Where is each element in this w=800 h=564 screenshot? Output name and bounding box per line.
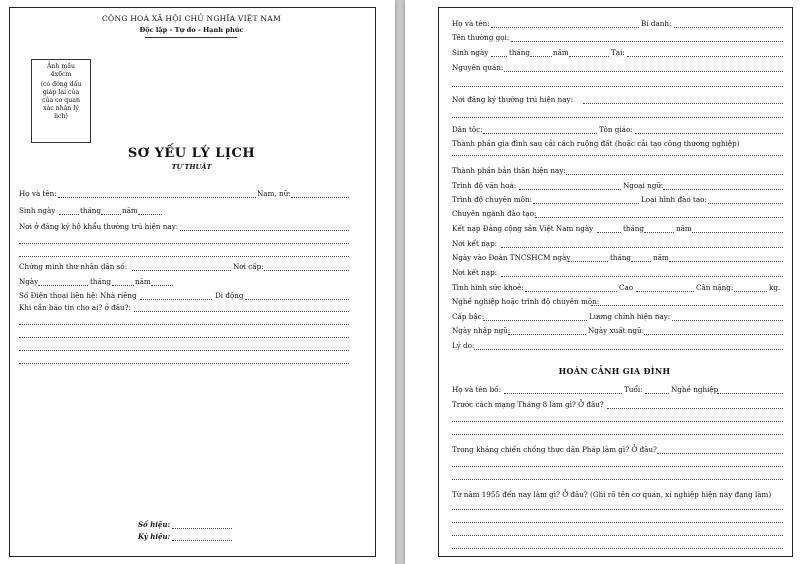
- field-youth-year[interactable]: [669, 261, 783, 262]
- field-residence-line[interactable]: [19, 256, 349, 257]
- label-emergency-contact: Khi cần báo tin cho ai? ở đâu?:: [19, 303, 131, 312]
- label-birth-day: Sinh ngày: [19, 206, 56, 215]
- field-before-revolution-line[interactable]: [452, 421, 783, 422]
- field-emergency-line[interactable]: [19, 337, 349, 338]
- field-gender[interactable]: [291, 197, 349, 198]
- label-youth-month: tháng: [610, 253, 632, 262]
- field-permanent-residence[interactable]: [583, 103, 783, 104]
- label-hometown: Nguyên quán:: [452, 63, 504, 72]
- label-symbol: Ký hiệu:: [138, 532, 171, 541]
- label-birth-month: tháng: [509, 48, 531, 57]
- photo-box-line: lịch): [54, 113, 68, 120]
- field-residence[interactable]: [180, 230, 349, 231]
- label-father-occupation: Nghề nghiệp: [671, 385, 719, 394]
- label-full-name: Họ và tên:: [452, 19, 490, 28]
- label-residence: Nơi ở đăng ký hộ khẩu thường trú hiện nay:: [19, 222, 179, 231]
- label-major: Chuyên ngành đào tạo:: [452, 209, 537, 218]
- field-family-class[interactable]: [452, 155, 783, 156]
- field-reason[interactable]: [474, 349, 783, 350]
- label-issue-place: Nơi cấp:: [233, 262, 264, 271]
- field-training-type[interactable]: [708, 203, 783, 204]
- field-alias[interactable]: [674, 27, 783, 28]
- label-phone-mobile: Di động: [215, 291, 244, 300]
- field-party-month[interactable]: [644, 232, 674, 233]
- label-party-admission: Kết nạp Đảng cộng sản Việt Nam ngày: [452, 224, 594, 233]
- label-party-month: tháng: [623, 224, 645, 233]
- field-discharge-date[interactable]: [644, 334, 783, 335]
- field-party-day[interactable]: [597, 232, 621, 233]
- label-father-name: Họ và tên bố:: [452, 385, 501, 394]
- document-title: SƠ YẾU LÝ LỊCH: [127, 146, 256, 161]
- label-religion: Tôn giáo:: [599, 125, 633, 134]
- label-issue-day: Ngày: [19, 277, 39, 286]
- photo-box-line: giáp lai của: [42, 89, 80, 96]
- photo-box-line: Ảnh mầu: [46, 63, 76, 70]
- field-birth-month[interactable]: [101, 214, 121, 215]
- photo-box-line: của cơ quan: [42, 97, 80, 104]
- field-residence-line[interactable]: [452, 117, 783, 118]
- label-qualification: Trình độ chuyên môn:: [452, 195, 532, 204]
- document-subtitle: TỰ THUẬT: [171, 163, 212, 171]
- field-father-name[interactable]: [504, 393, 622, 394]
- label-issue-year: năm: [135, 277, 151, 286]
- label-reason: Lý do:: [452, 341, 475, 350]
- field-personal-class[interactable]: [566, 174, 783, 175]
- national-title: CỘNG HOÀ XÃ HỘI CHỦ NGHĨA VIỆT NAM: [102, 14, 281, 23]
- motto: Độc lập - Tự do - Hạnh phúc: [139, 26, 244, 34]
- photo-box-line: (có đóng dấu: [40, 81, 82, 88]
- label-birth-place: Tại:: [611, 48, 625, 57]
- field-issue-month[interactable]: [112, 285, 134, 286]
- field-health[interactable]: [525, 291, 617, 292]
- label-ethnicity: Dân tộc:: [452, 125, 483, 134]
- field-birth-year[interactable]: [138, 214, 162, 215]
- field-ethnicity[interactable]: [483, 133, 597, 134]
- field-emergency-line[interactable]: [19, 350, 349, 351]
- field-education[interactable]: [519, 189, 621, 190]
- label-full-name: Họ và tên:: [19, 189, 57, 198]
- label-birth-year: năm: [122, 206, 138, 215]
- field-since-1955-line[interactable]: [452, 509, 783, 510]
- field-symbol[interactable]: [172, 540, 232, 541]
- label-family-class: Thành phần gia đình sau cải cách ruộng đất (hoặc cải tạo công thương nghiệp): [452, 139, 740, 148]
- label-weight: Cân nặng:: [696, 283, 734, 292]
- label-permanent-residence: Nơi đăng ký thường trú hiện nay:: [452, 95, 574, 104]
- field-rank[interactable]: [483, 320, 587, 321]
- field-issue-place[interactable]: [264, 270, 349, 271]
- label-salary: Lương chính hiện nay:: [589, 312, 671, 321]
- label-enlistment-date: Ngày nhập ngũ:: [452, 326, 511, 335]
- label-gender: Nam, nữ:: [257, 189, 291, 198]
- field-youth-admission-place[interactable]: [501, 276, 783, 277]
- field-since-1955-line[interactable]: [452, 548, 783, 549]
- label-alias: Bí danh:: [641, 19, 672, 28]
- field-issue-year[interactable]: [151, 285, 173, 286]
- field-since-1955-line[interactable]: [452, 535, 783, 536]
- label-serial-number: Số hiệu:: [138, 520, 171, 529]
- label-issue-month: tháng: [90, 277, 112, 286]
- label-kg: kg.: [769, 283, 781, 292]
- field-before-revolution-line[interactable]: [452, 434, 783, 435]
- label-since-1955: Từ năm 1955 đến nay làm gì? Ở đâu? (Ghi rõ tên cơ quan, xí nghiệp hiện nay đang làm): [452, 490, 772, 499]
- label-education: Trình độ văn hoá:: [452, 181, 517, 190]
- field-french-resistance[interactable]: [657, 453, 783, 454]
- field-youth-month[interactable]: [631, 261, 651, 262]
- field-birth-place[interactable]: [627, 56, 783, 57]
- label-foreign-language: Ngoại ngữ:: [623, 181, 664, 190]
- label-father-age: Tuổi:: [624, 385, 643, 394]
- document-page-1: [0, 0, 395, 564]
- field-serial-number[interactable]: [172, 528, 232, 529]
- field-french-resistance-line[interactable]: [452, 479, 783, 480]
- field-religion[interactable]: [635, 133, 783, 134]
- field-admission-place[interactable]: [501, 247, 783, 248]
- field-before-revolution[interactable]: [607, 408, 783, 409]
- field-hometown[interactable]: [504, 71, 783, 72]
- motto-underline: [145, 37, 237, 38]
- field-birth-day[interactable]: [59, 214, 79, 215]
- photo-box-line: 4x6cm: [50, 71, 72, 78]
- field-foreign-language[interactable]: [663, 189, 783, 190]
- field-height[interactable]: [636, 291, 694, 292]
- label-rank: Cấp bậc:: [452, 312, 485, 321]
- label-before-revolution: Trước cách mạng Tháng 8 làm gì? Ở đâu?: [452, 400, 604, 409]
- photo-box: [31, 59, 91, 143]
- field-salary[interactable]: [672, 320, 783, 321]
- label-youth-admission-place: Nơi kết nạp:: [452, 268, 498, 277]
- field-id-card[interactable]: [132, 270, 231, 271]
- field-since-1955-line[interactable]: [452, 522, 783, 523]
- label-youth-union: Ngày vào Đoàn TNCSHCM ngày: [452, 253, 571, 262]
- field-occupation[interactable]: [591, 305, 783, 306]
- field-enlistment-date[interactable]: [508, 334, 586, 335]
- field-father-occupation[interactable]: [717, 393, 783, 394]
- field-french-resistance-line[interactable]: [452, 466, 783, 467]
- field-party-year[interactable]: [692, 232, 783, 233]
- label-personal-class: Thành phần bản thân hiện nay:: [452, 166, 566, 175]
- label-training-type: Loại hình đào tạo:: [641, 195, 707, 204]
- field-youth-day[interactable]: [568, 261, 608, 262]
- label-birth-day: Sinh ngày: [452, 48, 489, 57]
- field-residence-line[interactable]: [19, 243, 349, 244]
- label-birth-year: năm: [553, 48, 569, 57]
- field-birth-day[interactable]: [491, 56, 507, 57]
- document-page-2: [405, 0, 800, 564]
- label-occupation: Nghề nghiệp hoặc trình độ chuyên môn:: [452, 297, 600, 306]
- page-border: [438, 7, 793, 557]
- field-birth-month[interactable]: [530, 56, 552, 57]
- label-id-card: Chứng minh thư nhân dân số:: [19, 262, 128, 271]
- label-birth-month: tháng: [80, 206, 102, 215]
- field-father-age[interactable]: [645, 393, 669, 394]
- label-common-name: Tên thường gọi:: [452, 33, 510, 42]
- field-phone-home[interactable]: [140, 299, 212, 300]
- field-issue-day[interactable]: [38, 285, 88, 286]
- field-full-name[interactable]: [58, 197, 256, 198]
- field-emergency-line[interactable]: [19, 324, 349, 325]
- family-section-title: HOÀN CẢNH GIA ĐÌNH: [558, 366, 671, 376]
- field-birth-year[interactable]: [569, 56, 609, 57]
- field-common-name[interactable]: [511, 41, 783, 42]
- field-phone-mobile[interactable]: [245, 299, 349, 300]
- photo-box-line: xác nhận lý: [43, 105, 79, 112]
- label-height: Cao: [619, 283, 634, 292]
- field-major[interactable]: [535, 217, 783, 218]
- label-discharge-date: Ngày xuất ngũ:: [588, 326, 645, 335]
- label-health: Tình hình sức khoẻ:: [452, 283, 524, 292]
- field-full-name[interactable]: [491, 27, 639, 28]
- label-admission-place: Nơi kết nạp:: [452, 239, 498, 248]
- field-weight[interactable]: [734, 291, 767, 292]
- label-youth-year: năm: [653, 253, 669, 262]
- field-emergency-contact[interactable]: [134, 311, 349, 312]
- field-qualification[interactable]: [533, 203, 639, 204]
- label-phone-home: Số Điện thoại liên hệ: Nhà riêng: [19, 291, 137, 300]
- label-french-resistance: Trong kháng chiến chống thực dân Pháp làm gì? Ở đâu?: [452, 445, 657, 454]
- label-party-year: năm: [676, 224, 692, 233]
- field-hometown-line[interactable]: [452, 86, 783, 87]
- field-emergency-line[interactable]: [19, 363, 349, 364]
